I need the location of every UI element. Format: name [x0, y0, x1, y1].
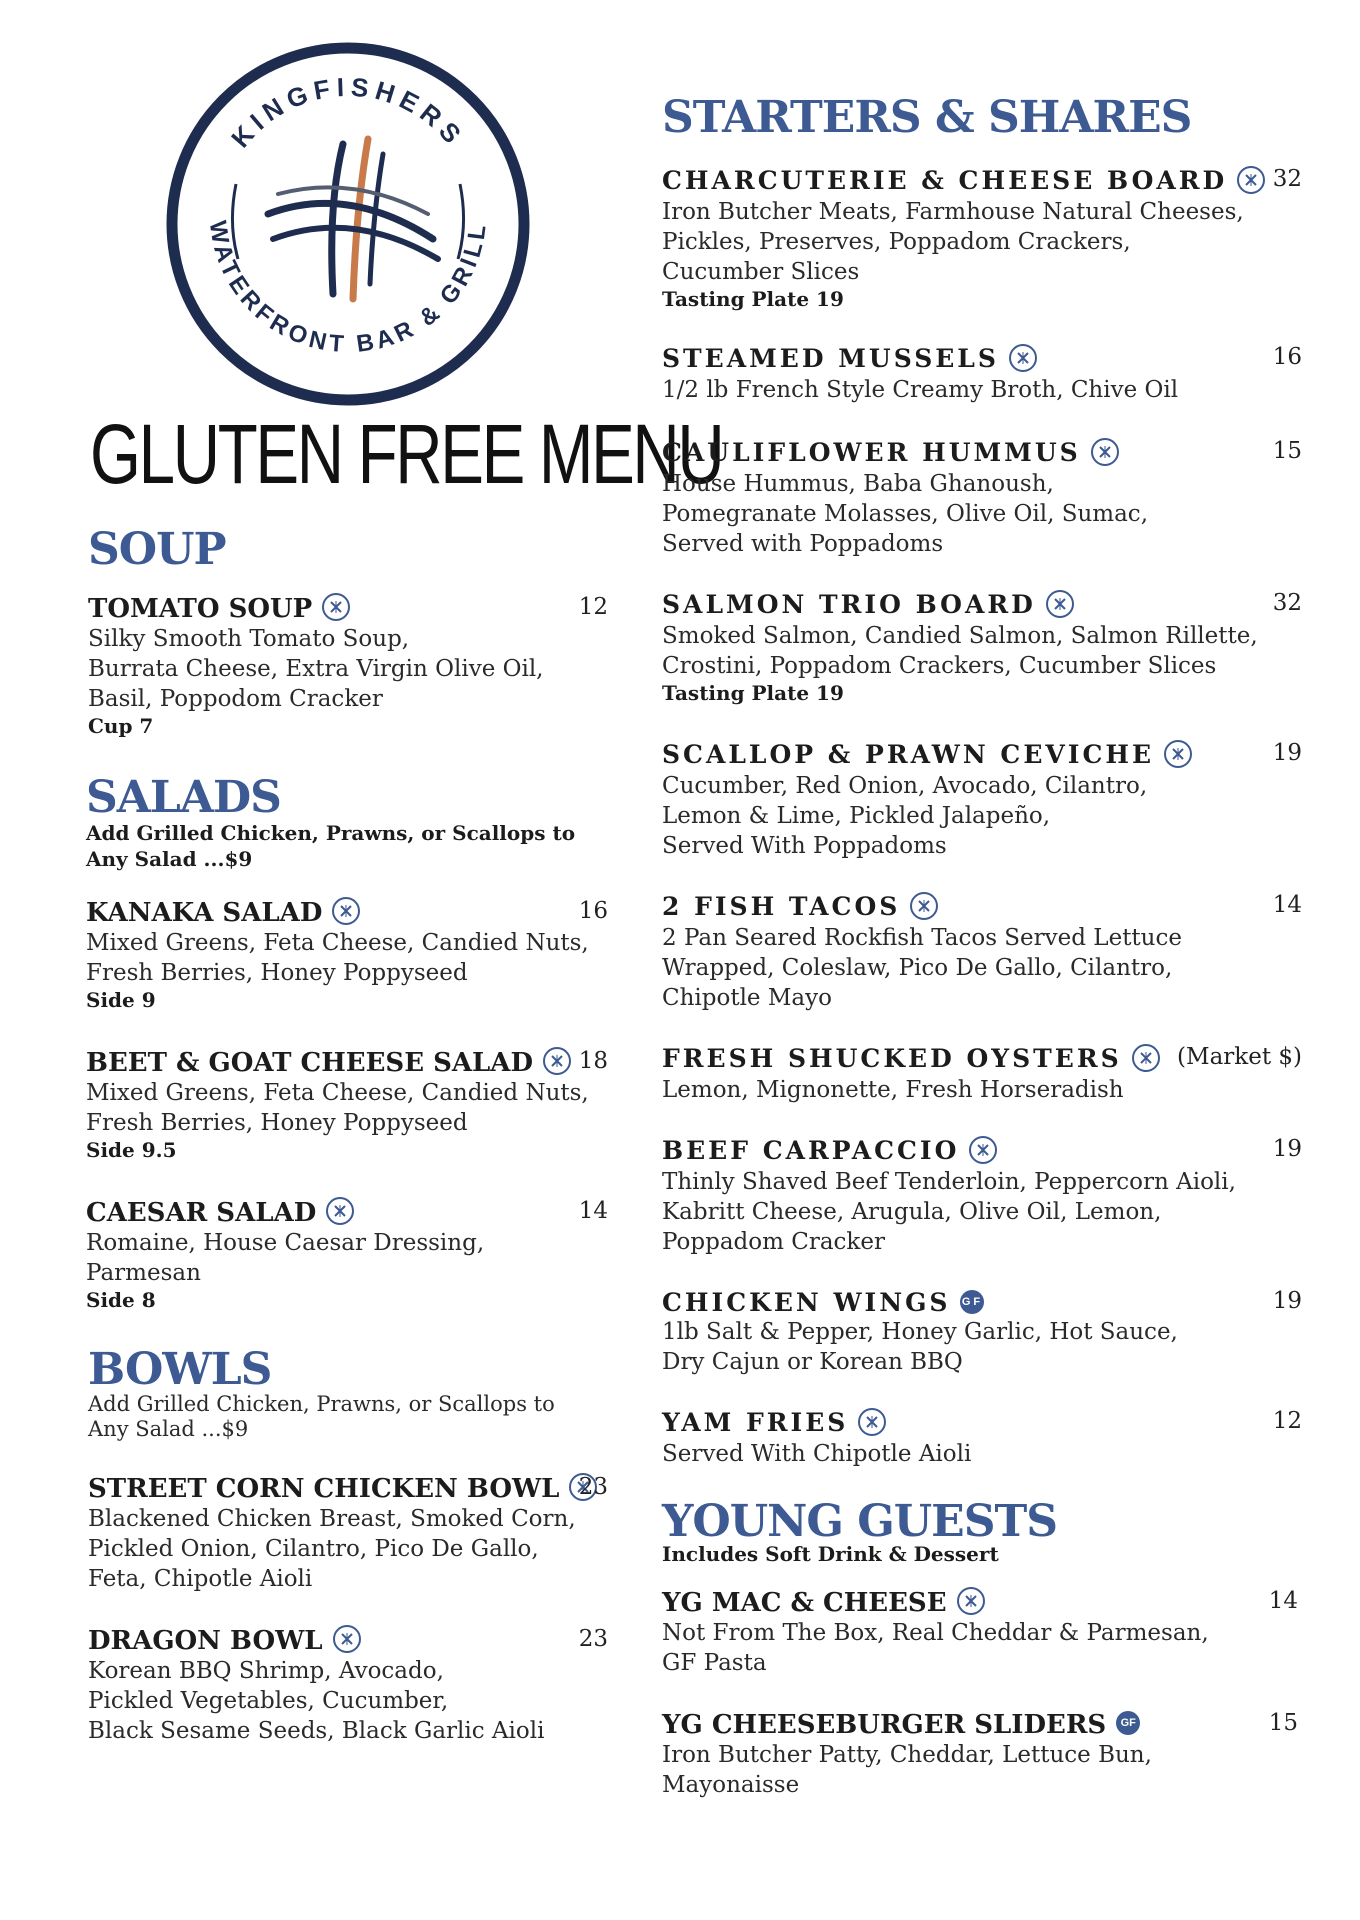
item-name: YAM FRIES [662, 1408, 849, 1437]
item-desc-line: Wrapped, Coleslaw, Pico De Gallo, Cilantro, [662, 954, 1173, 981]
item-desc-line: Basil, Poppodom Cracker [88, 686, 383, 712]
item-sub: Side 9.5 [86, 1138, 177, 1162]
menu-item [88, 1474, 608, 1594]
gf-crossed-wheat-icon [910, 892, 938, 920]
item-name: CHICKEN WINGS [662, 1288, 951, 1317]
item-desc-line: Burrata Cheese, Extra Virgin Olive Oil, [88, 656, 544, 682]
item-desc-line: Not From The Box, Real Cheddar & Parmesan, [662, 1620, 1209, 1646]
item-price: 15 [1268, 1710, 1298, 1736]
soup-heading: SOUP [88, 524, 226, 575]
item-desc-line: Mixed Greens, Feta Cheese, Candied Nuts, [86, 930, 589, 956]
item-name: CAULIFLOWER HUMMUS [662, 438, 1081, 467]
menu-item [86, 1198, 608, 1312]
item-desc-line: Lemon & Lime, Pickled Jalapeño, [662, 802, 1051, 829]
item-desc-line: Fresh Berries, Honey Poppyseed [86, 1110, 468, 1136]
item-desc-line: Chipotle Mayo [662, 984, 832, 1011]
menu-item [662, 344, 1302, 405]
item-name: SCALLOP & PRAWN CEVICHE [662, 740, 1155, 769]
item-sub: Tasting Plate 19 [662, 286, 844, 311]
item-desc-line: GF Pasta [662, 1650, 767, 1676]
item-name: YG CHEESEBURGER SLIDERS [662, 1710, 1107, 1740]
item-desc-line: Iron Butcher Meats, Farmhouse Natural Cheeses, [662, 198, 1244, 225]
logo-top-text: KINGFISHERS [225, 71, 471, 154]
item-name: FRESH SHUCKED OYSTERS [662, 1044, 1122, 1073]
bowls-note: Add Grilled Chicken, Prawns, or Scallops to Any Salad ...$9 [88, 1392, 555, 1441]
menu-item [662, 438, 1302, 559]
item-desc-line: Pickles, Preserves, Poppadom Crackers, [662, 228, 1131, 255]
item-price: 12 [1272, 1408, 1302, 1434]
item-price: 23 [578, 1474, 608, 1500]
gf-crossed-wheat-icon [326, 1197, 354, 1225]
item-price: 32 [1272, 590, 1302, 616]
item-name: 2 FISH TACOS [662, 892, 901, 921]
item-desc-line: Crostini, Poppadom Crackers, Cucumber Slices [662, 652, 1217, 679]
gf-crossed-wheat-icon [333, 1625, 361, 1653]
gf-badge-icon: GF [960, 1290, 984, 1314]
item-price: 16 [578, 898, 608, 924]
item-price: 19 [1272, 1288, 1302, 1314]
item-desc-line: 1lb Salt & Pepper, Honey Garlic, Hot Sauce, [662, 1319, 1178, 1345]
item-desc-line: Served With Chipotle Aioli [662, 1440, 972, 1467]
menu-item [86, 898, 608, 1012]
gf-crossed-wheat-icon [1164, 740, 1192, 768]
menu-item [662, 1408, 1302, 1469]
item-desc-line: Silky Smooth Tomato Soup, [88, 626, 410, 652]
item-price: 16 [1272, 344, 1302, 370]
item-price: 32 [1272, 166, 1302, 192]
item-price: 14 [578, 1198, 608, 1224]
item-name: KANAKA SALAD [86, 898, 323, 928]
item-desc-line: Mayonaisse [662, 1772, 800, 1798]
item-desc-line: 1/2 lb French Style Creamy Broth, Chive Oil [662, 376, 1179, 403]
gf-crossed-wheat-icon [332, 897, 360, 925]
item-desc-line: Pomegranate Molasses, Olive Oil, Sumac, [662, 500, 1148, 527]
gf-crossed-wheat-icon [322, 593, 350, 621]
menu-item [86, 1048, 608, 1162]
gf-crossed-wheat-icon [957, 1587, 985, 1615]
item-name: BEET & GOAT CHEESE SALAD [86, 1048, 534, 1078]
item-price: (Market $) [1177, 1044, 1302, 1070]
item-name: YG MAC & CHEESE [662, 1588, 947, 1618]
item-price: 12 [578, 594, 608, 620]
menu-item [662, 1136, 1302, 1257]
item-price: 14 [1268, 1588, 1298, 1614]
bowls-heading: BOWLS [88, 1344, 272, 1395]
item-desc-line: Cucumber Slices [662, 258, 860, 285]
item-desc-line: Dry Cajun or Korean BBQ [662, 1349, 963, 1375]
salads-note: Add Grilled Chicken, Prawns, or Scallops to Any Salad ...$9 [86, 821, 576, 871]
item-desc-line: Pickled Vegetables, Cucumber, [88, 1688, 449, 1714]
item-price: 18 [578, 1048, 608, 1074]
item-desc-line: Romaine, House Caesar Dressing, [86, 1230, 485, 1256]
item-price: 15 [1272, 438, 1302, 464]
gf-crossed-wheat-icon [1009, 344, 1037, 372]
item-name: STEAMED MUSSELS [662, 344, 999, 373]
gf-crossed-wheat-icon [1132, 1044, 1160, 1072]
menu-item [662, 892, 1302, 1013]
item-desc-line: Mixed Greens, Feta Cheese, Candied Nuts, [86, 1080, 589, 1106]
item-desc-line: Smoked Salmon, Candied Salmon, Salmon Rillette, [662, 622, 1258, 649]
gf-crossed-wheat-icon [1091, 438, 1119, 466]
item-desc-line: Kabritt Cheese, Arugula, Olive Oil, Lemon, [662, 1198, 1162, 1225]
menu-item [662, 1044, 1302, 1105]
young-guests-note: Includes Soft Drink & Dessert [662, 1542, 999, 1566]
item-desc-line: 2 Pan Seared Rockfish Tacos Served Lettuce [662, 924, 1182, 951]
item-name: SALMON TRIO BOARD [662, 590, 1036, 619]
item-name: STREET CORN CHICKEN BOWL [88, 1474, 560, 1504]
item-desc-line: Pickled Onion, Cilantro, Pico De Gallo, [88, 1536, 539, 1562]
item-desc-line: Fresh Berries, Honey Poppyseed [86, 960, 468, 986]
item-desc-line: Iron Butcher Patty, Cheddar, Lettuce Bun, [662, 1742, 1152, 1768]
item-desc-line: Served with Poppadoms [662, 530, 944, 557]
item-name: BEEF CARPACCIO [662, 1136, 960, 1165]
item-price: 14 [1272, 892, 1302, 918]
item-desc-line: Feta, Chipotle Aioli [88, 1566, 313, 1592]
menu-title: GLUTEN FREE MENU [90, 407, 723, 501]
item-name: DRAGON BOWL [88, 1626, 323, 1656]
item-desc-line: Black Sesame Seeds, Black Garlic Aioli [88, 1718, 545, 1744]
item-desc-line: Lemon, Mignonette, Fresh Horseradish [662, 1076, 1124, 1103]
item-desc-line: House Hummus, Baba Ghanoush, [662, 470, 1054, 497]
menu-item [662, 1710, 1298, 1800]
item-name: TOMATO SOUP [88, 594, 313, 624]
item-desc-line: Parmesan [86, 1260, 201, 1286]
salads-heading: SALADS [86, 772, 281, 823]
item-name: CAESAR SALAD [86, 1198, 317, 1228]
menu-item [662, 740, 1302, 861]
menu-item [662, 1288, 1302, 1377]
item-desc-line: Poppadom Cracker [662, 1228, 885, 1255]
item-sub: Side 8 [86, 1288, 156, 1312]
item-desc-line: Thinly Shaved Beef Tenderloin, Peppercorn Aioli, [662, 1168, 1236, 1195]
gf-badge-icon: GF [1116, 1711, 1140, 1735]
item-sub: Side 9 [86, 988, 156, 1012]
item-desc-line: Korean BBQ Shrimp, Avocado, [88, 1658, 444, 1684]
menu-item [662, 166, 1302, 311]
gf-crossed-wheat-icon [1237, 166, 1265, 194]
young-guests-heading: YOUNG GUESTS [662, 1496, 1057, 1547]
logo-bottom-text: WATERFRONT BAR & GRILL [203, 219, 493, 359]
item-price: 19 [1272, 1136, 1302, 1162]
menu-item [662, 590, 1302, 705]
menu-item [88, 594, 608, 738]
gf-crossed-wheat-icon [858, 1408, 886, 1436]
gf-crossed-wheat-icon [969, 1136, 997, 1164]
item-price: 19 [1272, 740, 1302, 766]
item-sub: Tasting Plate 19 [662, 680, 844, 705]
menu-item [662, 1588, 1298, 1678]
menu-item [88, 1626, 608, 1746]
starters-heading: STARTERS & SHARES [662, 92, 1192, 143]
item-price: 23 [578, 1626, 608, 1652]
kingfishers-logo [158, 34, 538, 414]
gf-crossed-wheat-icon [1046, 590, 1074, 618]
item-sub: Cup 7 [88, 714, 154, 738]
item-name: CHARCUTERIE & CHEESE BOARD [662, 166, 1228, 195]
item-desc-line: Served With Poppadoms [662, 832, 947, 859]
item-desc-line: Blackened Chicken Breast, Smoked Corn, [88, 1506, 576, 1532]
item-desc-line: Cucumber, Red Onion, Avocado, Cilantro, [662, 772, 1148, 799]
gf-crossed-wheat-icon [543, 1047, 571, 1075]
